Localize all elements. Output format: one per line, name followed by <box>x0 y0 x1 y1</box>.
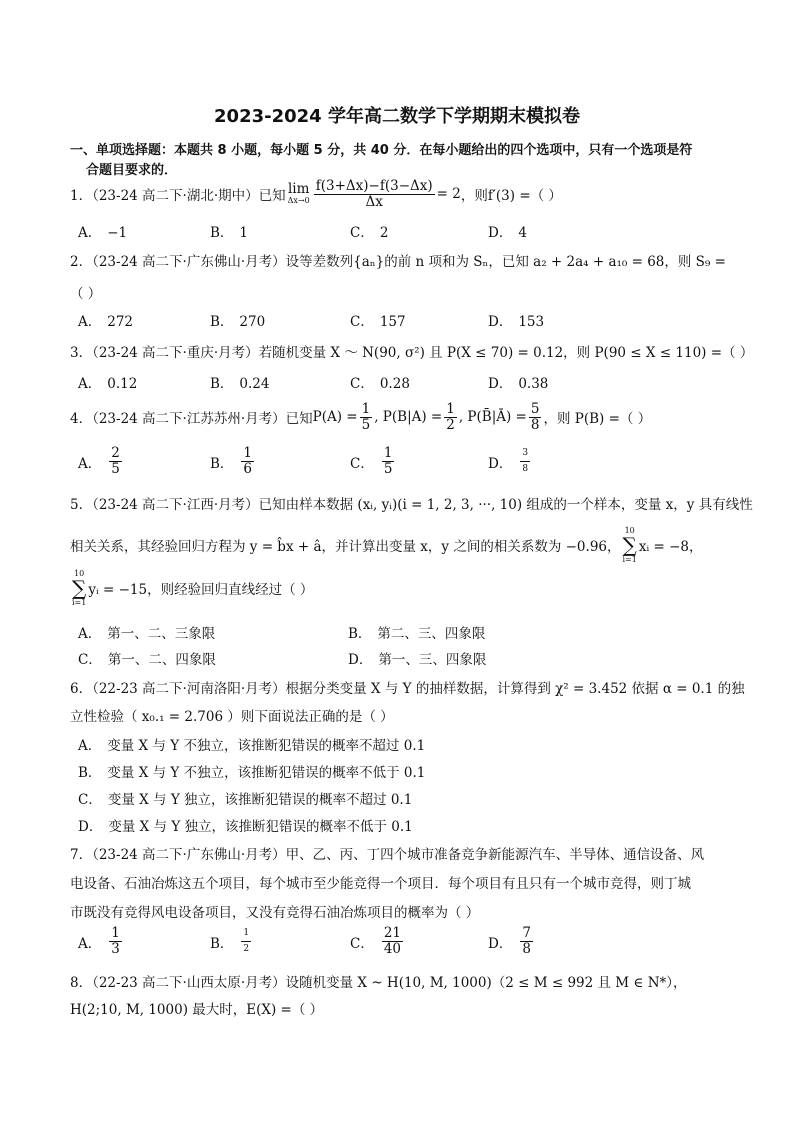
option-text: 0.38 <box>518 376 549 392</box>
option-text: 第一、二、三象限 <box>107 626 216 642</box>
p-a-label: P(A) = <box>312 409 358 425</box>
option-label: A． <box>78 376 102 392</box>
option-a[interactable] <box>78 372 137 392</box>
option-text: 157 <box>379 314 406 330</box>
question-6-line1: 6．（22-23 高二下·河南洛阳·月考）根据分类变量 X 与 Y 的抽样数据，计算得到 χ² = 3.452 依据 α = 0.1 的独 <box>70 681 745 697</box>
option-c[interactable] <box>78 648 216 668</box>
option-fraction <box>382 446 395 477</box>
option-text: 0.24 <box>239 376 270 392</box>
question-6-line2: 立性检验（ x₀.₁ = 2.706 ）则下面说法正确的是（ ） <box>70 709 394 725</box>
denominator: 40 <box>383 941 402 957</box>
option-text: 变量 X 与 Y 不独立，该推断犯错误的概率不超过 0.1 <box>107 738 426 754</box>
numerator: 1 <box>383 445 393 461</box>
option-label: B． <box>78 765 102 781</box>
option-label: A． <box>78 738 102 754</box>
option-b[interactable] <box>78 761 425 781</box>
option-label: D． <box>348 652 373 668</box>
option-c[interactable] <box>350 446 396 477</box>
sum-lower: i=1 <box>72 598 87 607</box>
question-8-line2: H(2;10, M, 1000) 最大时，E(X) =（ ） <box>70 1002 324 1018</box>
p-a-fraction <box>360 402 373 433</box>
limit-subscript: Δx→0 <box>287 195 310 205</box>
option-text: 1 <box>239 225 249 241</box>
question-2-line2: （ ） <box>70 286 102 302</box>
option-label: A． <box>78 455 102 472</box>
question-3-options <box>78 372 728 400</box>
sum-upper: 10 <box>624 526 635 535</box>
option-a[interactable] <box>78 310 133 330</box>
sum-y-value: yᵢ = −15，则经验回归直线经过（ ） <box>88 582 314 598</box>
option-fraction <box>382 926 403 957</box>
denominator: 2 <box>243 944 250 954</box>
option-a[interactable] <box>78 446 124 477</box>
option-fraction <box>109 926 122 957</box>
option-label: D． <box>488 225 513 241</box>
option-label: D． <box>488 455 513 472</box>
option-label: A． <box>78 225 102 241</box>
option-text: 第一、二、四象限 <box>107 652 216 668</box>
question-5-line2-text: 相关关系，其经验回归方程为 y = b̂x + â，并计算出变量 x，y 之间的相关系数为 −0.96， <box>70 539 621 555</box>
option-d[interactable] <box>348 648 486 668</box>
option-label: C． <box>78 652 102 668</box>
exam-title: 2023-2024 学年高二数学下学期期末模拟卷 <box>214 106 580 127</box>
option-text: 0.28 <box>379 376 410 392</box>
sum-operator: 10 ∑ i=1 <box>72 569 87 607</box>
option-d[interactable] <box>488 221 527 241</box>
limit-fraction <box>314 179 435 210</box>
option-fraction <box>520 446 530 477</box>
option-b[interactable] <box>210 310 265 330</box>
question-4-options <box>78 446 728 482</box>
option-a[interactable] <box>78 926 124 957</box>
denominator: 8 <box>522 464 529 474</box>
question-5-line1: 5．（23-24 高二下·江西·月考）已知由样本数据 (xᵢ, yᵢ)(i = 1, 2, 3, ···, 10) 组成的一个样本，变量 x，y 具有线性 <box>70 497 753 513</box>
option-label: C． <box>350 376 374 392</box>
option-text: −1 <box>107 225 128 241</box>
numerator: 1 <box>361 400 371 417</box>
question-5-line2 <box>70 527 702 563</box>
denominator: 2 <box>446 416 455 433</box>
p-b-given-a-label: , P(B|A) = <box>374 409 443 425</box>
limit-word: lim <box>287 180 310 197</box>
numerator: 1 <box>241 926 251 942</box>
option-d[interactable] <box>488 310 544 330</box>
question-1-options <box>78 221 728 249</box>
option-c[interactable] <box>350 310 406 330</box>
option-c[interactable] <box>78 788 412 808</box>
question-6-option-b-row <box>78 761 728 789</box>
option-fraction <box>241 926 251 957</box>
denominator: 3 <box>111 941 120 957</box>
question-8-line1: 8．（22-23 高二下·山西太原·月考）设随机变量 X ~ H(10, M, 1000)（2 ≤ M ≤ 992 且 M ∈ N*）， <box>70 975 687 991</box>
option-text: 4 <box>518 225 527 241</box>
numerator: 1 <box>243 445 253 461</box>
option-label: C． <box>350 935 374 952</box>
option-text: 变量 X 与 Y 独立，该推断犯错误的概率不超过 0.1 <box>107 792 413 808</box>
sum-operator: 10 ∑ i=1 <box>622 526 637 564</box>
question-6-option-d-row <box>78 815 728 843</box>
option-d[interactable] <box>488 926 535 957</box>
numerator: 1 <box>446 400 455 417</box>
option-a[interactable] <box>78 221 127 241</box>
option-label: B． <box>210 455 234 472</box>
option-text: 272 <box>107 314 134 330</box>
option-a[interactable] <box>78 622 215 642</box>
option-fraction <box>520 926 533 957</box>
question-4-ask: ，则 P(B) =（ ） <box>543 411 652 427</box>
limit-rhs: = 2 <box>436 186 461 202</box>
option-c[interactable] <box>350 372 410 392</box>
option-label: D． <box>488 314 513 330</box>
denominator: 5 <box>361 416 371 433</box>
limit-numerator: f(3+Δx)−f(3−Δx) <box>315 177 433 194</box>
option-d[interactable] <box>78 815 413 835</box>
question-1-stem <box>70 174 562 214</box>
sum-x-value: xᵢ = −8， <box>638 539 703 555</box>
option-label: B． <box>210 376 234 392</box>
numerator: 7 <box>522 925 531 941</box>
option-text: 变量 X 与 Y 不独立，该推断犯错误的概率不低于 0.1 <box>107 765 426 781</box>
option-b[interactable] <box>210 372 269 392</box>
option-text: 270 <box>239 314 266 330</box>
limit-denominator: Δx <box>365 193 383 210</box>
option-a[interactable] <box>78 734 425 754</box>
option-label: A． <box>78 626 102 642</box>
option-label: C． <box>350 225 374 241</box>
question-7-line1: 7．（23-24 高二下·广东佛山·月考）甲、乙、丙、丁四个城市准备竞争新能源汽车、半导体、通信设备、风 <box>70 847 705 863</box>
p-notb-given-nota-fraction <box>529 402 542 433</box>
numerator: 5 <box>530 400 540 417</box>
option-fraction <box>241 446 254 477</box>
option-label: A． <box>78 314 102 330</box>
question-3-line1: 3．（23-24 高二下·重庆·月考）若随机变量 X ～ N(90, σ²) 且 P(X ≤ 70) = 0.12，则 P(90 ≤ X ≤ 110) =（ ） <box>70 345 754 361</box>
question-6-option-c-row <box>78 788 728 816</box>
option-label: B． <box>210 314 234 330</box>
option-b[interactable] <box>210 926 253 957</box>
numerator: 21 <box>383 925 402 941</box>
denominator: 5 <box>383 461 393 477</box>
question-4-stem <box>70 398 651 436</box>
option-b[interactable] <box>210 446 256 477</box>
numerator: 2 <box>111 445 120 461</box>
sum-upper: 10 <box>74 569 85 578</box>
numerator: 1 <box>111 925 120 941</box>
question-7-line2: 电设备、石油冶炼这五个项目，每个城市至少能竞得一个项目．每个项目有且只有一个城市竞得，则丁城 <box>70 876 691 892</box>
denominator: 8 <box>522 941 531 957</box>
option-c[interactable] <box>350 926 405 957</box>
question-1-then: ，则 <box>460 188 488 204</box>
option-d[interactable] <box>488 446 532 477</box>
option-label: C． <box>78 792 102 808</box>
option-label: B． <box>348 626 372 642</box>
option-label: C． <box>350 314 374 330</box>
limit-operator <box>287 180 310 206</box>
question-2-options <box>78 310 728 338</box>
option-label: D． <box>78 819 103 835</box>
option-text: 第一、三、四象限 <box>378 652 487 668</box>
option-b[interactable] <box>348 622 485 642</box>
question-1-ask: f′(3) =（ ） <box>487 188 562 204</box>
denominator: 6 <box>243 461 253 477</box>
question-7-options <box>78 926 728 962</box>
section-instruction-line2: 合题目要求的． <box>86 163 178 178</box>
option-d[interactable] <box>488 372 548 392</box>
question-2-line1: 2．（23-24 高二下·广东佛山·月考）设等差数列{aₙ}的前 n 项和为 Sₙ，已知 a₂ + 2a₄ + a₁₀ = 68，则 S₉ = <box>70 254 726 270</box>
p-b-given-a-fraction <box>444 402 457 433</box>
option-text: 0.12 <box>107 376 138 392</box>
question-4-prefix: 4．（23-24 高二下·江苏苏州·月考）已知 <box>70 411 313 427</box>
option-fraction <box>109 446 122 477</box>
option-text: 2 <box>379 225 389 241</box>
section-instruction-line1: 一、单项选择题：本题共 8 小题，每小题 5 分，共 40 分．在每小题给出的四个选项中，只有一个选项是符 <box>70 143 693 158</box>
option-b[interactable] <box>210 221 248 241</box>
option-label: B． <box>210 225 234 241</box>
option-c[interactable] <box>350 221 388 241</box>
option-text: 变量 X 与 Y 独立，该推断犯错误的概率不低于 0.1 <box>108 819 413 835</box>
p-notb-given-nota-label: , P(B̄|Ā) = <box>458 409 527 425</box>
question-6-option-a-row <box>78 734 728 762</box>
question-5-options-row1 <box>78 622 728 650</box>
question-7-line3: 市既没有竞得风电设备项目，又没有竞得石油冶炼项目的概率为（ ） <box>70 905 480 921</box>
question-5-options-row2 <box>78 648 728 676</box>
numerator: 3 <box>520 446 530 462</box>
denominator: 8 <box>530 416 540 433</box>
option-text: 153 <box>518 314 545 330</box>
option-label: B． <box>210 935 234 952</box>
question-1-prefix: 1．（23-24 高二下·湖北·期中）已知 <box>70 188 286 204</box>
option-label: A． <box>78 935 102 952</box>
option-label: C． <box>350 455 374 472</box>
sum-lower: i=1 <box>622 555 637 564</box>
option-label: D． <box>488 935 513 952</box>
denominator: 5 <box>111 461 120 477</box>
question-5-line3 <box>70 570 313 606</box>
option-label: D． <box>488 376 513 392</box>
option-text: 第二、三、四象限 <box>377 626 486 642</box>
